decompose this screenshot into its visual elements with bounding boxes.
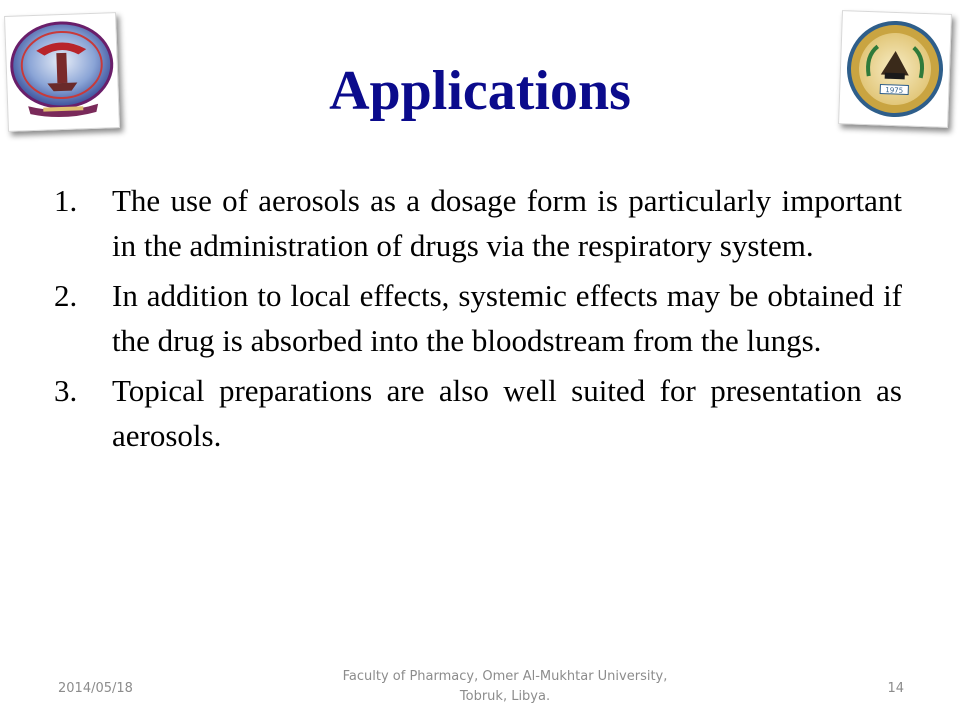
list-item [54, 368, 902, 458]
item-text: In addition to local effects, systemic effects may be obtained if the drug is absorbed into the bloodstream from the lungs. [112, 278, 902, 358]
svg-text:1975: 1975 [885, 86, 904, 95]
slide-title: Applications [329, 60, 631, 122]
footer-institution: Faculty of Pharmacy, Omer Al-Mukhtar University, Tobruk, Libya. [342, 669, 668, 704]
item-number: 3. [54, 373, 78, 408]
list-item [54, 178, 902, 268]
footer-date: 2014/05/18 [58, 681, 133, 696]
item-text: Topical preparations are also well suited for presentation as aerosols. [112, 373, 902, 453]
item-text: The use of aerosols as a dosage form is particularly important in the administration of drugs via the respiratory system. [112, 183, 902, 263]
page-number: 14 [887, 681, 904, 696]
item-number: 2. [54, 278, 78, 313]
applications-list [54, 178, 902, 463]
list-item [54, 273, 902, 363]
item-number: 1. [54, 183, 78, 218]
